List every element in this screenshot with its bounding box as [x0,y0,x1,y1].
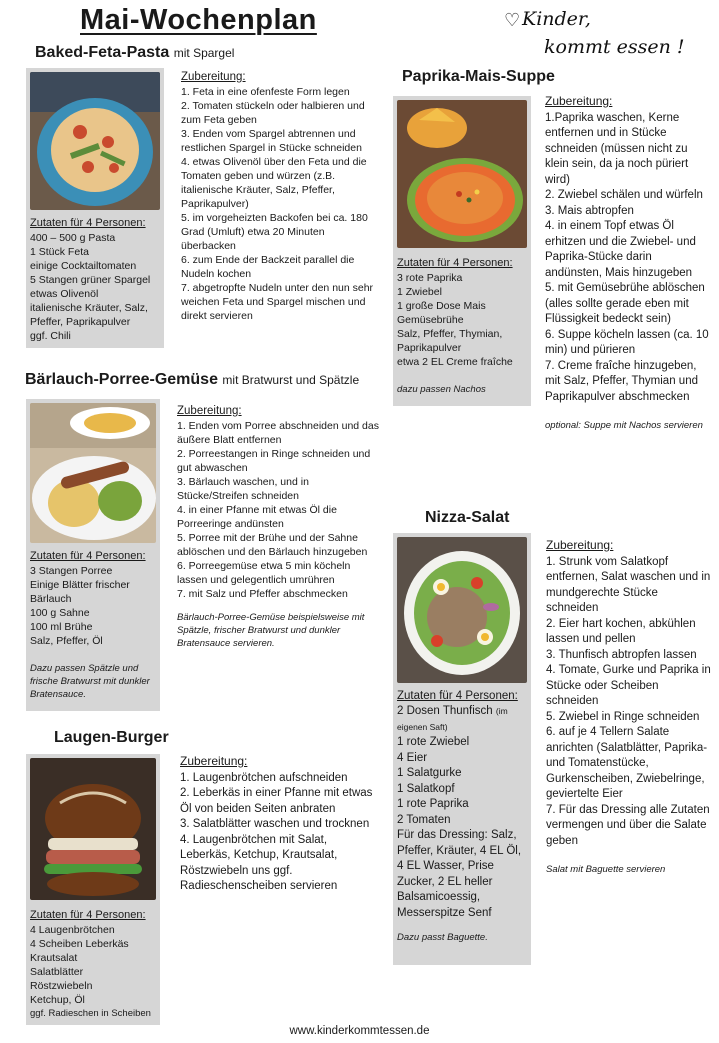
logo-line-1: Kinder, [522,8,591,30]
steps-nizza [546,538,712,876]
step-item: 2. Eier hart kochen, abkühlen lassen und pellen [546,617,696,645]
ingredient-item: 1 Stück Feta [30,246,89,258]
recipe-subtitle: mit Spargel [173,46,235,60]
steps-heading: Zubereitung: [177,405,242,417]
step-item: 1. Feta in eine ofenfeste Form legen [181,86,350,98]
step-item: 3. Thunfisch abtropfen lassen [546,648,697,661]
steps-heading: Zubereitung: [545,94,613,108]
ingredients-box-burger [26,754,160,1025]
step-item: 7. abgetropfte Nudeln unter den nun sehr weichen Feta und Spargel mischen und direkt servieren [181,282,374,322]
ingredient-item: ggf. Radieschen in Scheiben [30,1008,151,1019]
recipe-title-feta [35,44,234,62]
recipe-title-baerlauch [25,371,359,389]
recipe-title-burger [54,729,169,747]
steps-feta [181,70,381,323]
ingredient-item: 3 rote Paprika [397,272,463,284]
ingredient-item: Krautsalat [30,952,78,964]
ingredient-item: 1 rote Zwiebel [397,736,470,748]
step-item: 7. Creme fraîche hinzugeben, mit Salz, Pfeffer, Thymian und Paprikapulver abschmecken [545,359,698,403]
photo-salad [397,537,527,683]
step-item: 4. in einem Topf etwas Öl erhitzen und die Zwiebel- und Paprika-Stücke darin andünsten, Mais hinzugeben [545,220,696,279]
ingredient-item: 4 Laugenbrötchen [30,924,115,936]
ingredient-item: italienische Kräuter, Salz, Pfeffer, Paprikapulver [30,302,148,328]
ingredient-item: 1 rote Paprika [397,798,469,810]
step-item: 3. Salatblätter waschen und trocknen [180,818,370,830]
step-item: 1.Paprika waschen, Kerne entfernen und in Stücke schneiden (müssen nicht zu klein sein, da ja noch püriert wird) [545,111,689,186]
ingredient-text: 2 Dosen Thunfisch [397,705,493,717]
page-title: Mai-Wochenplan [80,4,317,36]
recipe-name: Laugen-Burger [54,729,169,746]
photo-baerlauch [30,403,156,543]
ingredients-box-suppe [393,96,531,406]
ingredients-heading: Zutaten für 4 Personen: [397,257,513,269]
step-item: 6. Porreegemüse etwa 5 min köcheln lassen und gelegentlich umrühren [177,560,351,586]
step-item: 4. Tomate, Gurke und Paprika in Stücke oder Scheiben schneiden [546,664,711,707]
ingredient-item: Für das Dressing: Salz, Pfeffer, Kräuter, 4 EL Öl, 4 EL Wasser, Prise Zucker, 2 EL heller Balsamicoessig, Messerspitze Senf [397,829,522,919]
step-item: 2. Porreestangen in Ringe schneiden und gut abwaschen [177,448,371,474]
ingredient-item: Salatblätter [30,966,84,978]
ingredient-item: 1 große Dose Mais [397,300,486,312]
ingredients-heading: Zutaten für 4 Personen: [30,909,146,921]
step-item: 7. Für das Dressing alle Zutaten vermengen und über die Salate geben [546,803,710,847]
steps-baerlauch [177,404,381,650]
ingredient-detail: (im eigenen Saft) [397,706,508,732]
ingredient-item: ggf. Chili [30,330,71,342]
step-item: 2. Leberkäs in einer Pfanne mit etwas Öl von beiden Seiten anbraten [180,787,373,815]
step-item: 5. mit Gemüsebrühe ablöschen (alles sollte gerade eben mit Flüssigkeit bedeckt sein) [545,282,705,325]
logo-line-2: kommt essen ! [544,36,685,58]
ingredient-item: 1 Salatgurke [397,767,462,779]
serving-note: Dazu passen Spätzle und frische Bratwurst mit dunkler Bratensauce. [30,663,150,700]
step-item: 6. Suppe köcheln lassen (ca. 10 min) und pürieren [545,328,709,356]
ingredient-item: Röstzwiebeln [30,980,93,992]
steps-heading: Zubereitung: [181,71,246,83]
ingredient-item: 1 Zwiebel [397,286,442,298]
step-item: 6. auf je 4 Tellern Salate anrichten (Salatblätter, Paprika- und Tomatenstücke, Gurkenscheiben, Zwiebelringe, geviertelte Eier [546,726,708,800]
brand-logo [492,8,707,64]
step-item: 4. Laugenbrötchen mit Salat, Leberkäs, Ketchup, Krautsalat, Röstzwiebeln uns ggf. Radieschenscheiben servieren [180,833,338,892]
ingredient-item: 2 Tomaten [397,813,451,826]
ingredient-item: Salz, Pfeffer, Thymian, Paprikapulver [397,328,503,354]
ingredients-box-feta [26,68,164,348]
steps-suppe [545,94,711,432]
ingredient-item: Gemüsebrühe [397,314,464,326]
step-item: 5. im vorgeheizten Backofen bei ca. 180 Grad (Umluft) etwa 20 Minuten überbacken [181,212,368,252]
recipe-name: Baked-Feta-Pasta [35,44,170,61]
footer-url[interactable]: www.kinderkommtessen.de [289,1025,430,1037]
ingredient-item: 100 ml Brühe [30,621,93,633]
ingredients-box-nizza [393,533,531,965]
steps-heading: Zubereitung: [180,754,248,768]
ingredient-item: 1 Salatkopf [397,782,455,795]
heart-icon: ♡ [504,10,521,31]
ingredient-item: Salz, Pfeffer, Öl [30,635,103,647]
ingredient-item: 400 – 500 g Pasta [30,232,116,244]
ingredient-item [397,704,527,735]
ingredients-heading: Zutaten für 4 Personen: [30,217,146,229]
step-item: 3. Mais abtropfen [545,204,634,217]
ingredient-item: 3 Stangen Porree [30,565,113,577]
recipe-title-suppe [402,68,555,86]
ingredients-box-baerlauch [26,399,160,711]
step-item: 5. Porree mit der Brühe und der Sahne ablöschen und den Bärlauch hinzugeben [177,532,368,558]
ingredient-item: Einige Blätter frischer Bärlauch [30,579,130,605]
serving-note: Dazu passt Baguette. [397,932,488,943]
recipe-name: Paprika-Mais-Suppe [402,68,555,85]
step-item: 4. etwas Olivenöl über den Feta und die Tomaten geben und würzen (z.B. italienische Kräuter, Salz, Pfeffer, Paprikapulver) [181,156,367,210]
serving-note: Salat mit Baguette servieren [546,864,666,875]
step-item: 1. Enden vom Porree abschneiden und das äußere Blatt entfernen [177,420,379,446]
ingredient-item: Ketchup, Öl [30,994,85,1006]
ingredient-item: 5 Stangen grüner Spargel [30,274,151,286]
step-item: 5. Zwiebel in Ringe schneiden [546,710,700,723]
photo-soup [397,100,527,248]
ingredient-item: einige Cocktailtomaten [30,260,137,272]
ingredient-item: 100 g Sahne [30,607,90,619]
step-item: 7. mit Salz und Pfeffer abschmecken [177,588,348,600]
step-item: 3. Enden vom Spargel abtrennen und restlichen Spargel in Stücke schneiden [181,128,362,154]
ingredient-item: etwas Olivenöl [30,288,99,300]
step-item: 3. Bärlauch waschen, und in Stücke/Streifen schneiden [177,476,309,502]
step-item: 6. zum Ende der Backzeit parallel die Nudeln kochen [181,254,355,280]
ingredient-item: 4 Scheiben Leberkäs [30,938,129,950]
steps-heading: Zubereitung: [546,538,614,552]
recipe-name: Bärlauch-Porree-Gemüse [25,371,218,388]
serving-note: optional: Suppe mit Nachos servieren [545,420,703,431]
step-item: 2. Tomaten stückeln oder halbieren und zum Feta geben [181,100,365,126]
ingredients-heading: Zutaten für 4 Personen: [30,550,146,562]
ingredients-heading: Zutaten für 4 Personen: [397,690,518,702]
steps-burger [180,754,380,895]
ingredient-item: etwa 2 EL Creme fraîche [397,356,513,368]
step-item: 1. Strunk vom Salatkopf entfernen, Salat waschen und in mundgerechte Stücke schneiden [546,555,711,614]
serving-note: dazu passen Nachos [397,384,486,395]
step-item: 1. Laugenbrötchen aufschneiden [180,771,348,784]
recipe-name: Nizza-Salat [425,509,510,526]
recipe-subtitle: mit Bratwurst und Spätzle [222,373,360,387]
serving-note: Bärlauch-Porree-Gemüse beispielsweise mit Spätzle, frischer Bratwurst und dunkler Bratensauce servieren. [177,612,365,649]
photo-burger [30,758,156,900]
step-item: 2. Zwiebel schälen und würfeln [545,189,703,201]
step-item: 4. in einer Pfanne mit etwas Öl die Porreeringe andünsten [177,504,337,530]
ingredient-item: 4 Eier [397,751,428,764]
photo-feta-pasta [30,72,160,210]
recipe-title-nizza [425,509,509,527]
